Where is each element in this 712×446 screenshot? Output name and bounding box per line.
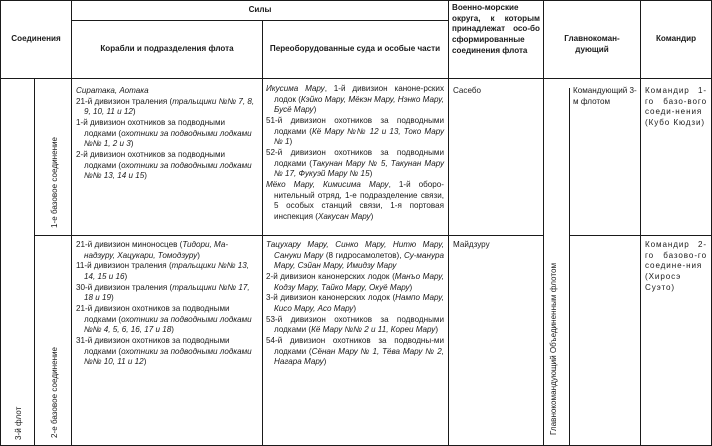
list-item: [266, 148, 444, 180]
row2-commander: Командир 2-го базово-го соедине-ния (Хиросэ Суэто): [645, 240, 707, 292]
text-segment: ): [313, 105, 317, 115]
text-segment: 53-й дивизион охотников за подводными лодками (: [266, 314, 444, 335]
row1-district: Сасебо: [453, 86, 482, 95]
text-segment: охотники за подводными лодками №№ 13, 14 и 15: [84, 160, 252, 181]
base1-label: 1-е базовое соединение: [50, 136, 59, 228]
text-segment: Манъо Мару, Кодзу Мару, Тайко Мару, Окуё Мару: [274, 272, 444, 292]
text-segment: 21-й дивизион траления (: [76, 96, 173, 106]
text-segment: 51-й дивизион охотников за подводными лодками (: [266, 116, 444, 136]
row2-ships: [76, 240, 257, 368]
list-item: [76, 150, 257, 182]
text-segment: 31-й дивизион охотников за подводными лодками (: [76, 336, 230, 356]
text-segment: 2-й дивизион канонерских лодок (: [266, 272, 395, 282]
text-segment: ): [369, 169, 373, 179]
list-item: [266, 180, 444, 223]
list-item: [76, 304, 257, 336]
text-segment: Сиратака, Аотака: [76, 86, 149, 95]
text-segment: Хакусан Мару: [317, 212, 371, 222]
text-segment: ): [144, 171, 147, 181]
header-converted: Переоборудованные суда и особые части: [269, 44, 441, 54]
list-item: [266, 293, 444, 314]
text-segment: тральщики №№ 7, 8, 9, 10, 11 и 12: [84, 96, 255, 117]
list-item: [76, 97, 257, 118]
text-segment: ): [197, 250, 200, 260]
header-commander: Командир: [655, 33, 697, 43]
fleet-label: 3-й флот: [14, 406, 23, 440]
text-segment: ): [353, 304, 357, 314]
list-item: [266, 272, 444, 293]
text-segment: Су-манура Мару, Сэйан Мару, Имидзу Мару: [274, 250, 444, 271]
list-item: [76, 240, 257, 261]
row1-ships: [76, 86, 257, 182]
text-segment: 2-й дивизион охотников за подводными лодками (: [76, 150, 226, 170]
list-item: [76, 336, 257, 368]
list-item: [76, 86, 257, 97]
text-segment: Кё Мару №№ 2 и 11, Кореи Мару: [311, 325, 436, 335]
text-segment: Нампо Мару, Кисо Мару, Асо Мару: [274, 293, 444, 314]
text-segment: охотники за подводными лодками №№ 10, 11 и 12: [84, 346, 252, 367]
text-segment: Кё Мару №№ 12 и 13, Токо Мару № 1: [274, 126, 444, 147]
list-item: [76, 118, 257, 150]
row2-converted: [266, 240, 444, 368]
list-item: [76, 283, 257, 304]
commander-in-chief-vertical: Главнокомандующий Объединенным флотом: [549, 262, 558, 435]
list-item: [266, 84, 444, 116]
text-segment: 21-й дивизион миноносцев (: [76, 240, 183, 249]
text-segment: тральщики №№ 13, 14, 15 и 16: [84, 261, 250, 282]
text-segment: 21-й дивизион охотников за подводными лодками (: [76, 304, 230, 324]
header-naval-district: Военно-морские округа, к которым принадлежат осо-бо сформированные соединения флота: [452, 3, 540, 55]
text-segment: охотники за подводными лодками №№ 1, 2 и 3: [84, 128, 252, 149]
text-segment: Такунан Мару № 5, Такунан Мару № 17, Фукуэй Мару № 15: [274, 158, 444, 179]
text-segment: 1-й дивизион охотников за подводными лодками (: [76, 118, 226, 138]
text-segment: ): [409, 282, 413, 292]
row1-commander: Командир 1-го базо-вого соеди-нения (Кубо Кюдзи): [645, 86, 707, 128]
text-segment: , 1-й оборо-нительный отряд, 1-е подразделение связи, 5 особых станций связи, 1-я портовая инспекция (: [274, 180, 444, 222]
text-segment: Кэйко Мару, Мёкэн Мару, Нэнко Мару, Бусё Мару: [274, 94, 444, 115]
text-segment: ): [132, 107, 136, 117]
row1-commander-in-chief: Командующий 3-м флотом: [573, 86, 637, 106]
text-segment: ): [435, 325, 439, 335]
header-forces: Силы: [248, 4, 272, 14]
text-segment: 3-й дивизион канонерских лодок (: [266, 293, 396, 303]
text-segment: Тацухару Мару, Синко Мару, Нитю Мару, Сануки Мару: [266, 240, 444, 260]
text-segment: ): [111, 293, 114, 303]
header-ships: Корабли и подразделения флота: [100, 44, 234, 54]
list-item: [266, 336, 444, 368]
list-item: [76, 261, 257, 282]
text-segment: ): [124, 272, 128, 282]
text-segment: , 1-й дивизион каноне-рских лодок (: [274, 84, 444, 104]
text-segment: Икусима Мару: [266, 84, 325, 93]
text-segment: тральщики №№ 17, 18 и 19: [84, 282, 250, 303]
list-item: [266, 240, 444, 272]
base2-label: 2-е базовое соединение: [50, 346, 59, 438]
text-segment: ): [370, 212, 374, 222]
text-segment: Сёнан Мару № 1, Тёва Мару № 2, Нагара Мару: [274, 346, 444, 367]
text-segment: Тидори, Ма-надзуру, Хацукари, Томодзуру: [84, 240, 229, 260]
text-segment: 30-й дивизион траления (: [76, 282, 173, 292]
text-segment: (8 гидросамолетов),: [323, 250, 404, 260]
text-segment: ): [143, 357, 147, 367]
row2-district: Майдзуру: [453, 240, 490, 249]
text-segment: ): [171, 325, 174, 335]
row1-converted: [266, 84, 444, 223]
list-item: [266, 116, 444, 148]
text-segment: охотники за подводными лодками №№ 4, 5, 6, 16, 17 и 18: [84, 314, 252, 335]
header-units: Соединения: [11, 33, 61, 43]
header-commander-in-chief: Главнокоман-дующий: [564, 34, 620, 54]
text-segment: Мёко Мару, Кимисима Мару: [266, 180, 389, 190]
text-segment: 52-й дивизион охотников за подводными лодками (: [266, 148, 444, 168]
text-segment: ): [289, 137, 293, 147]
list-item: [266, 315, 444, 336]
text-segment: ): [130, 139, 134, 149]
text-segment: 54-й дивизион охотников за подводны-ми лодками (: [266, 336, 444, 356]
text-segment: 11-й дивизион траления (: [76, 261, 172, 271]
text-segment: ): [323, 357, 327, 367]
